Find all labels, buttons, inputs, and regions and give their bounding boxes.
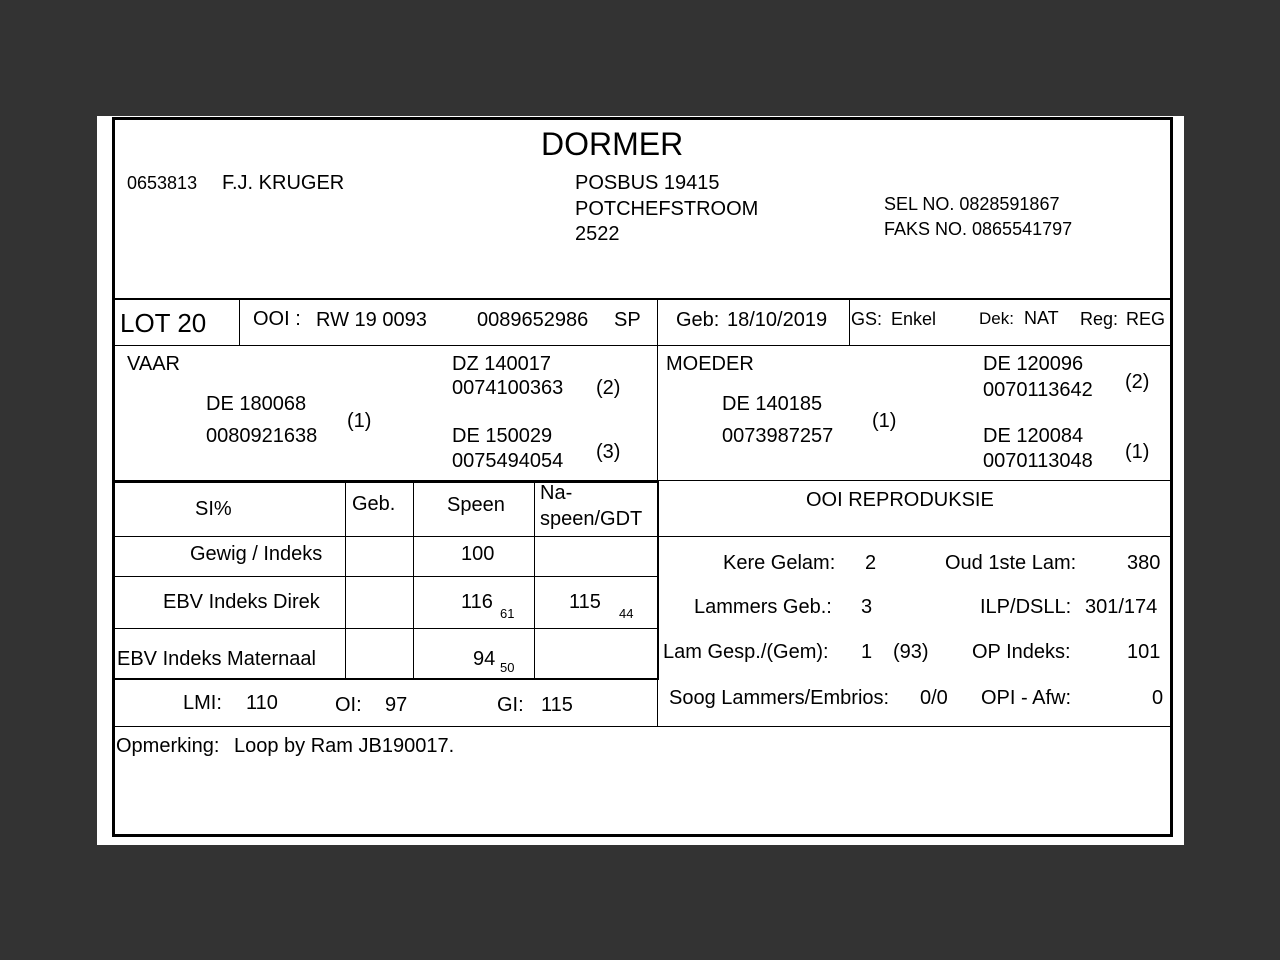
- sire-dam-grade: (3): [596, 441, 621, 463]
- row-ebv-direct-label: EBV Indeks Direk: [163, 591, 320, 613]
- address-line-2: POTCHEFSTROOM: [575, 198, 759, 220]
- row-ebv-direct-naspeen-accuracy: 44: [619, 606, 634, 621]
- divider: [239, 299, 240, 345]
- sire-number: 0080921638: [206, 425, 318, 447]
- gs-label: GS:: [851, 309, 883, 329]
- dek-value: NAT: [1024, 308, 1059, 328]
- divider: [114, 345, 1172, 346]
- dam-sire-grade: (2): [1125, 371, 1150, 393]
- breed-title: DORMER: [541, 126, 684, 162]
- birth-label: Geb:: [676, 309, 720, 331]
- soog-value: 0/0: [920, 687, 948, 709]
- dek-label: Dek:: [979, 309, 1014, 328]
- dam-dam-id: DE 120084: [983, 425, 1084, 447]
- address-line-1: POSBUS 19415: [575, 172, 720, 194]
- ooi-number: 0089652986: [477, 309, 589, 331]
- oi-value: 97: [385, 694, 408, 716]
- sire-sire-grade: (2): [596, 377, 621, 399]
- dam-sire-number: 0070113642: [983, 379, 1093, 401]
- lmi-value: 110: [246, 692, 278, 714]
- sire-dam-id: DE 150029: [452, 425, 553, 447]
- divider: [114, 298, 1172, 300]
- divider: [849, 299, 850, 345]
- opi-label: OPI - Afw:: [981, 687, 1072, 709]
- divider: [413, 482, 414, 679]
- divider: [657, 481, 659, 680]
- col-speen: Speen: [447, 494, 505, 516]
- breeder-name: F.J. KRUGER: [222, 172, 345, 194]
- reg-label: Reg:: [1080, 309, 1119, 329]
- row-weight-index-speen: 100: [461, 543, 495, 565]
- sire-label: VAAR: [127, 353, 180, 375]
- lot-number: LOT 20: [120, 308, 207, 338]
- dam-label: MOEDER: [666, 353, 754, 375]
- ilp-label: ILP/DSLL:: [980, 596, 1072, 618]
- birth-date: 18/10/2019: [727, 309, 828, 331]
- ooi-grade: SP: [614, 309, 641, 331]
- address-line-3: 2522: [575, 223, 620, 245]
- dam-dam-number: 0070113048: [983, 450, 1093, 472]
- oud-label: Oud 1ste Lam:: [945, 552, 1077, 574]
- gi-value: 115: [541, 694, 573, 716]
- remarks-label: Opmerking:: [116, 735, 220, 757]
- dam-sire-id: DE 120096: [983, 353, 1084, 375]
- remarks-text: Loop by Ram JB190017.: [234, 735, 455, 757]
- dam-id: DE 140185: [722, 393, 823, 415]
- lammers-value: 3: [861, 596, 873, 618]
- lammers-label: Lammers Geb.:: [694, 596, 832, 618]
- ooi-id: RW 19 0093: [316, 309, 427, 331]
- fax-number: FAKS NO. 0865541797: [884, 219, 1073, 239]
- divider: [114, 678, 658, 680]
- op-label: OP Indeks:: [972, 641, 1071, 663]
- divider: [345, 482, 346, 679]
- row-ebv-maternal-speen-accuracy: 50: [500, 660, 515, 675]
- oud-value: 380: [1127, 552, 1161, 574]
- sire-dam-number: 0075494054: [452, 450, 564, 472]
- gs-value: Enkel: [891, 309, 937, 329]
- gesp-label: Lam Gesp./(Gem):: [663, 641, 829, 663]
- cell-number: SEL NO. 0828591867: [884, 194, 1060, 214]
- sire-grade: (1): [347, 410, 372, 432]
- op-value: 101: [1127, 641, 1161, 663]
- col-naspeen-2: speen/GDT: [540, 508, 643, 530]
- row-ebv-maternal-label: EBV Indeks Maternaal: [117, 648, 316, 670]
- divider: [657, 299, 658, 345]
- gesp-average: (93): [893, 641, 929, 663]
- gi-label: GI:: [497, 694, 524, 716]
- lmi-label: LMI:: [183, 692, 222, 714]
- dam-number: 0073987257: [722, 425, 834, 447]
- reproduction-title: OOI REPRODUKSIE: [806, 489, 994, 511]
- divider: [114, 628, 658, 629]
- ooi-label: OOI :: [253, 308, 301, 330]
- reg-value: REG: [1126, 309, 1166, 329]
- row-ebv-direct-speen-accuracy: 61: [500, 606, 515, 621]
- dam-grade: (1): [872, 410, 897, 432]
- row-weight-index-label: Gewig / Indeks: [190, 543, 323, 565]
- col-si: SI%: [195, 498, 232, 520]
- gesp-value: 1: [861, 641, 873, 663]
- opi-value: 0: [1152, 687, 1164, 709]
- row-ebv-direct-naspeen: 115: [569, 591, 601, 613]
- sire-sire-id: DZ 140017: [452, 353, 551, 375]
- kere-label: Kere Gelam:: [723, 552, 836, 574]
- divider: [114, 726, 1172, 727]
- divider: [114, 576, 658, 577]
- col-naspeen-1: Na-: [540, 482, 573, 504]
- oi-label: OI:: [335, 694, 362, 716]
- dam-dam-grade: (1): [1125, 441, 1150, 463]
- breeder-number: 0653813: [127, 173, 198, 193]
- divider: [534, 482, 535, 679]
- divider: [114, 481, 658, 483]
- soog-label: Soog Lammers/Embrios:: [669, 687, 890, 709]
- col-geb: Geb.: [352, 493, 396, 515]
- divider: [114, 536, 1172, 537]
- row-ebv-maternal-speen: 94: [473, 648, 496, 670]
- sire-id: DE 180068: [206, 393, 307, 415]
- row-ebv-direct-speen: 116: [461, 591, 493, 613]
- ilp-value: 301/174: [1085, 596, 1158, 618]
- sire-sire-number: 0074100363: [452, 377, 564, 399]
- kere-value: 2: [865, 552, 877, 574]
